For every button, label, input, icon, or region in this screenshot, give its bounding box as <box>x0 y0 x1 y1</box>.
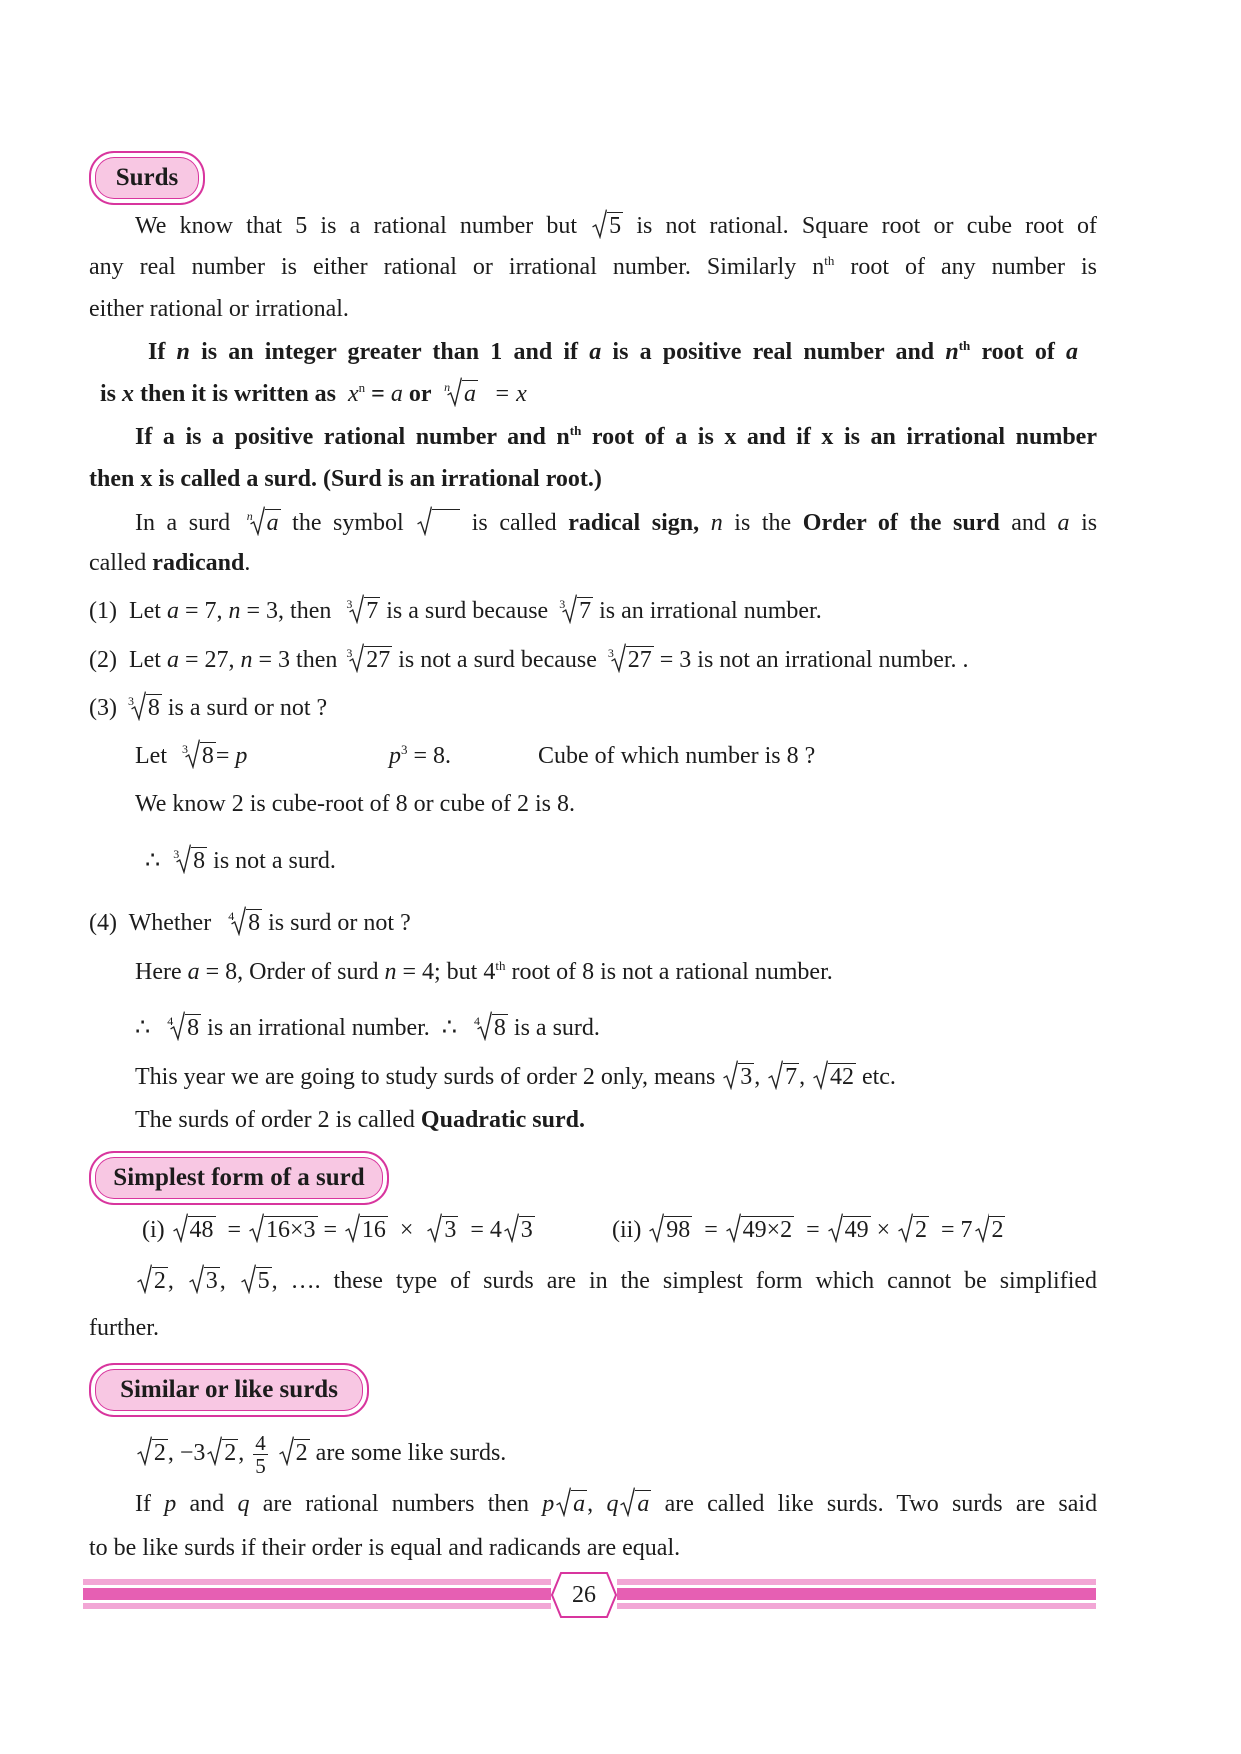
index: 3 <box>346 646 353 660</box>
text: = <box>227 1217 242 1243</box>
sqrt-16x3 <box>249 1215 317 1245</box>
text: is a surd because <box>386 598 549 624</box>
therefore-symbol: ∴ <box>145 848 161 874</box>
sqrt-5 <box>241 1266 272 1296</box>
example-3-question <box>538 741 815 771</box>
heading-surds-text: Surds <box>115 164 179 191</box>
text: = 8. <box>413 743 452 769</box>
text: is an irrational number. <box>207 1015 430 1041</box>
radicand: 42 <box>829 1064 854 1090</box>
page-number: 26 <box>572 1582 596 1608</box>
item-number: (4) <box>89 910 117 936</box>
radicand: 7 <box>579 598 592 624</box>
sqrt-16 <box>345 1215 388 1245</box>
sqrt-2 <box>279 1438 310 1468</box>
numerator: 4 <box>255 1431 266 1455</box>
example-4-here <box>135 957 1143 987</box>
sqrt-3 <box>189 1266 220 1296</box>
radicand: 3 <box>444 1217 457 1243</box>
radicand: 5 <box>257 1268 270 1294</box>
text: We know that 5 is a rational number but <box>135 213 578 239</box>
text: and <box>189 1491 225 1517</box>
text: is <box>1081 510 1098 536</box>
radicand: 49 <box>844 1217 869 1243</box>
text: = 3, then <box>246 598 332 624</box>
sqrt-2 <box>975 1215 1006 1245</box>
var-n: n <box>176 339 190 365</box>
sqrt-42 <box>813 1062 856 1092</box>
text: If <box>148 339 166 365</box>
text: root of a is x and if x is an irrational number <box>591 424 1097 450</box>
text: = <box>215 743 230 769</box>
radicand: 2 <box>153 1440 166 1467</box>
text: . <box>244 550 251 576</box>
sqrt-98 <box>649 1215 692 1245</box>
text: , <box>754 1064 761 1090</box>
radicand: 8 <box>147 695 160 721</box>
para1-line1 <box>89 211 1097 241</box>
def2-line1 <box>89 422 1097 452</box>
def1-line1 <box>148 337 1078 367</box>
nth-root-a <box>444 379 478 409</box>
radicand: 2 <box>224 1440 237 1467</box>
para2-line1 <box>89 508 1097 538</box>
radicand: 27 <box>366 647 391 673</box>
var-a: a <box>166 598 179 624</box>
index: 3 <box>346 597 353 611</box>
text: Here <box>135 959 182 985</box>
text: Cube of which number is 8 ? <box>538 743 816 769</box>
sqrt-2 <box>898 1215 929 1245</box>
example-3 <box>89 693 1097 723</box>
radicand: 98 <box>666 1217 691 1243</box>
var-a: a <box>1066 339 1079 365</box>
text: Let <box>128 598 161 624</box>
sqrt-a <box>620 1489 651 1519</box>
sqrt-2 <box>207 1438 238 1468</box>
text: If <box>135 1491 151 1517</box>
def1-line2 <box>100 379 1108 409</box>
text: This year we are going to study surds of order 2 only, means <box>135 1064 716 1090</box>
sup: n <box>358 380 366 395</box>
sup: th <box>569 423 582 438</box>
var-n: n <box>384 959 397 985</box>
text: is a surd or not ? <box>167 695 328 721</box>
heading-similar-text: Similar or like surds <box>120 1376 338 1403</box>
para1-line2 <box>89 252 1097 282</box>
index: 3 <box>607 646 614 660</box>
text: is not a surd. <box>213 848 336 874</box>
index: 3 <box>173 847 180 861</box>
therefore-symbol: ∴ <box>441 1015 458 1041</box>
var-n: n <box>945 339 959 365</box>
text: is called <box>471 510 557 536</box>
like-surds-def-line1 <box>135 1489 1097 1519</box>
var-p: p <box>542 1491 555 1517</box>
sqrt-5 <box>592 211 623 241</box>
item-number: (1) <box>89 598 117 624</box>
text: , <box>587 1491 594 1517</box>
text: is an integer greater than 1 and if <box>201 339 579 365</box>
text: = 7 <box>941 1217 973 1243</box>
para2-line2 <box>89 548 1097 578</box>
radicand: 2 <box>295 1440 308 1467</box>
sup: th <box>495 958 506 973</box>
cube-root-7 <box>559 596 593 626</box>
index: 4 <box>474 1014 481 1028</box>
radicand: 3 <box>520 1217 533 1243</box>
var-n: n <box>710 510 723 536</box>
text: then it is written as <box>140 381 336 407</box>
simplest-desc-line1 <box>135 1266 1097 1296</box>
text: to be like surds if their order is equal and radicands are equal. <box>89 1535 681 1561</box>
radicand: 8 <box>248 910 261 936</box>
text: In a surd <box>135 510 231 536</box>
sup: 3 <box>401 742 408 757</box>
text: We know 2 is cube-root of 8 or cube of 2 is 8. <box>135 791 575 817</box>
term-radicand: radicand <box>152 550 245 576</box>
radicand: 16 <box>361 1217 386 1243</box>
var-a: a <box>187 959 200 985</box>
text: any real number is either rational or irrational number. Similarly n <box>89 254 825 280</box>
cube-root-8 <box>173 846 207 876</box>
text: = 3 is not an irrational number. . <box>659 647 969 673</box>
text: × <box>399 1217 414 1243</box>
text: × <box>876 1217 891 1243</box>
text: , <box>167 1268 174 1294</box>
var-a: a <box>589 339 602 365</box>
text: , <box>219 1268 226 1294</box>
fourth-root-8 <box>228 908 262 938</box>
para1-line3 <box>89 294 1097 324</box>
text: = 8, Order of surd <box>205 959 379 985</box>
heading-similar-surds <box>89 1363 369 1417</box>
text: is <box>100 381 117 407</box>
heading-surds <box>89 151 205 205</box>
text: is not rational. Square root or cube root of <box>636 213 1098 239</box>
text: If a is a positive rational number and n <box>135 424 570 450</box>
sqrt-49x2 <box>726 1215 794 1245</box>
text: is a positive real number and <box>612 339 935 365</box>
example-3-know <box>135 789 1143 819</box>
text: Whether <box>128 910 212 936</box>
text: The surds of order 2 is called <box>135 1107 415 1133</box>
var-p: p <box>164 1491 177 1517</box>
sup: th <box>824 253 835 268</box>
term-order: Order of the surd <box>802 510 1000 536</box>
text: = 4 <box>470 1217 502 1243</box>
example-2 <box>89 645 1097 675</box>
text: = <box>371 381 385 407</box>
index: 4 <box>228 909 235 923</box>
text: and <box>1011 510 1046 536</box>
cube-root-7 <box>346 596 380 626</box>
index: n <box>444 380 451 394</box>
example-4 <box>89 908 1097 938</box>
radicand: 8 <box>193 848 206 874</box>
text: , …. these type of surds are in the simplest form which cannot be simplified <box>271 1268 1098 1294</box>
text: is a surd. <box>513 1015 600 1041</box>
var-a: a <box>166 647 179 673</box>
radicand: 2 <box>915 1217 928 1243</box>
quadratic-surd-line <box>135 1105 1143 1135</box>
text: root of <box>981 339 1055 365</box>
item-number: (2) <box>89 647 117 673</box>
example-3-cube <box>389 741 451 771</box>
var-p: p <box>235 743 248 769</box>
nth-root-a <box>246 508 281 538</box>
cube-root-27 <box>607 645 654 675</box>
radicand: 3 <box>205 1268 218 1294</box>
text: = 4; but 4 <box>402 959 496 985</box>
index: 3 <box>559 597 566 611</box>
item-number: (3) <box>89 695 117 721</box>
radicand: 27 <box>627 647 652 673</box>
text: etc. <box>861 1064 896 1090</box>
var-a: a <box>1057 510 1070 536</box>
text: root of any number is <box>850 254 1098 280</box>
var-q: q <box>237 1491 250 1517</box>
radicand: a <box>463 381 476 407</box>
text: = 7, <box>184 598 223 624</box>
var-q: q <box>606 1491 619 1517</box>
example-4-therefore <box>135 1013 1143 1043</box>
like-surds-def-line2 <box>89 1533 1097 1563</box>
sup: th <box>958 338 971 353</box>
text: further. <box>89 1315 159 1341</box>
example-1 <box>89 596 1097 626</box>
index: 3 <box>127 694 134 708</box>
simplest-desc-line2 <box>89 1313 1097 1343</box>
example-3-therefore <box>145 846 1153 876</box>
radicand: 49×2 <box>742 1217 793 1243</box>
radicand: 8 <box>201 743 214 769</box>
text: or <box>408 381 432 407</box>
text: is not a surd because <box>398 647 597 673</box>
cube-root-8 <box>127 693 162 723</box>
sqrt-49 <box>828 1215 871 1245</box>
text: = 3 then <box>258 647 338 673</box>
text: root of 8 is not a rational number. <box>511 959 833 985</box>
radicand: 2 <box>153 1268 166 1294</box>
text: are rational numbers then <box>262 1491 530 1517</box>
heading-simplest-form <box>89 1151 389 1205</box>
index: n <box>246 509 253 523</box>
therefore-symbol: ∴ <box>135 1015 151 1041</box>
text: either rational or irrational. <box>89 296 349 322</box>
cube-root-8 <box>181 741 216 771</box>
radicand: 7 <box>785 1064 798 1090</box>
term-radical-sign: radical sign, <box>568 510 700 536</box>
radicand: 5 <box>609 213 622 239</box>
order-2-line <box>135 1062 1143 1092</box>
cube-root-27 <box>346 645 392 675</box>
sqrt-2 <box>137 1438 168 1468</box>
fourth-root-8 <box>474 1013 508 1043</box>
sqrt-7 <box>768 1062 799 1092</box>
heading-simplest-text: Simplest form of a surd <box>113 1164 365 1191</box>
fourth-root-8 <box>167 1013 201 1043</box>
text: is the <box>734 510 792 536</box>
text: = <box>806 1217 820 1243</box>
var-n: n <box>228 598 241 624</box>
radicand: 7 <box>366 598 379 624</box>
var-n: n <box>240 647 253 673</box>
sqrt-48 <box>173 1215 216 1245</box>
item-number: (i) <box>142 1217 165 1243</box>
radical-symbol <box>417 508 460 538</box>
var-x: x <box>348 381 359 407</box>
index: 3 <box>181 742 188 756</box>
sqrt-3 <box>427 1215 458 1245</box>
index: 4 <box>167 1014 174 1028</box>
radicand: 2 <box>991 1217 1004 1243</box>
radicand: 48 <box>189 1217 214 1243</box>
text: = <box>704 1217 718 1243</box>
radicand: 3 <box>740 1064 753 1090</box>
radicand: a <box>637 1491 650 1517</box>
text: Let <box>135 743 167 769</box>
text: are some like surds. <box>315 1440 507 1467</box>
sqrt-3 <box>504 1215 535 1245</box>
var-a: a <box>390 381 403 407</box>
text: the symbol <box>292 510 404 536</box>
radicand: 8 <box>187 1015 200 1041</box>
term-quadratic-surd: Quadratic surd. <box>420 1107 585 1133</box>
text: , <box>238 1440 245 1467</box>
text: is surd or not ? <box>268 910 411 936</box>
denominator: 5 <box>255 1454 266 1478</box>
text: , <box>799 1064 806 1090</box>
radicand: 8 <box>493 1015 506 1041</box>
text: = <box>323 1217 338 1243</box>
text: are called like surds. Two surds are said <box>664 1491 1098 1517</box>
sqrt-a <box>556 1489 587 1519</box>
def2-line2 <box>89 464 1097 494</box>
radicand: 16×3 <box>265 1217 316 1243</box>
radicand: a <box>266 510 279 536</box>
sqrt-3 <box>723 1062 754 1092</box>
sqrt-2 <box>137 1266 168 1296</box>
var-p: p <box>389 743 401 769</box>
text: is an irrational number. <box>599 598 822 624</box>
text: , −3 <box>167 1440 206 1467</box>
text: called <box>89 550 147 576</box>
like-surds-examples <box>135 1432 1143 1477</box>
radicand: a <box>573 1491 586 1517</box>
text: then x is called a surd. (Surd is an irrational root.) <box>89 466 602 492</box>
text: = x <box>493 381 527 407</box>
item-number: (ii) <box>612 1217 642 1243</box>
fraction-4-5 <box>253 1432 268 1477</box>
simplest-example-ii <box>612 1215 1005 1245</box>
text: = 27, <box>184 647 235 673</box>
var-x: x <box>122 381 135 407</box>
text: Let <box>128 647 161 673</box>
